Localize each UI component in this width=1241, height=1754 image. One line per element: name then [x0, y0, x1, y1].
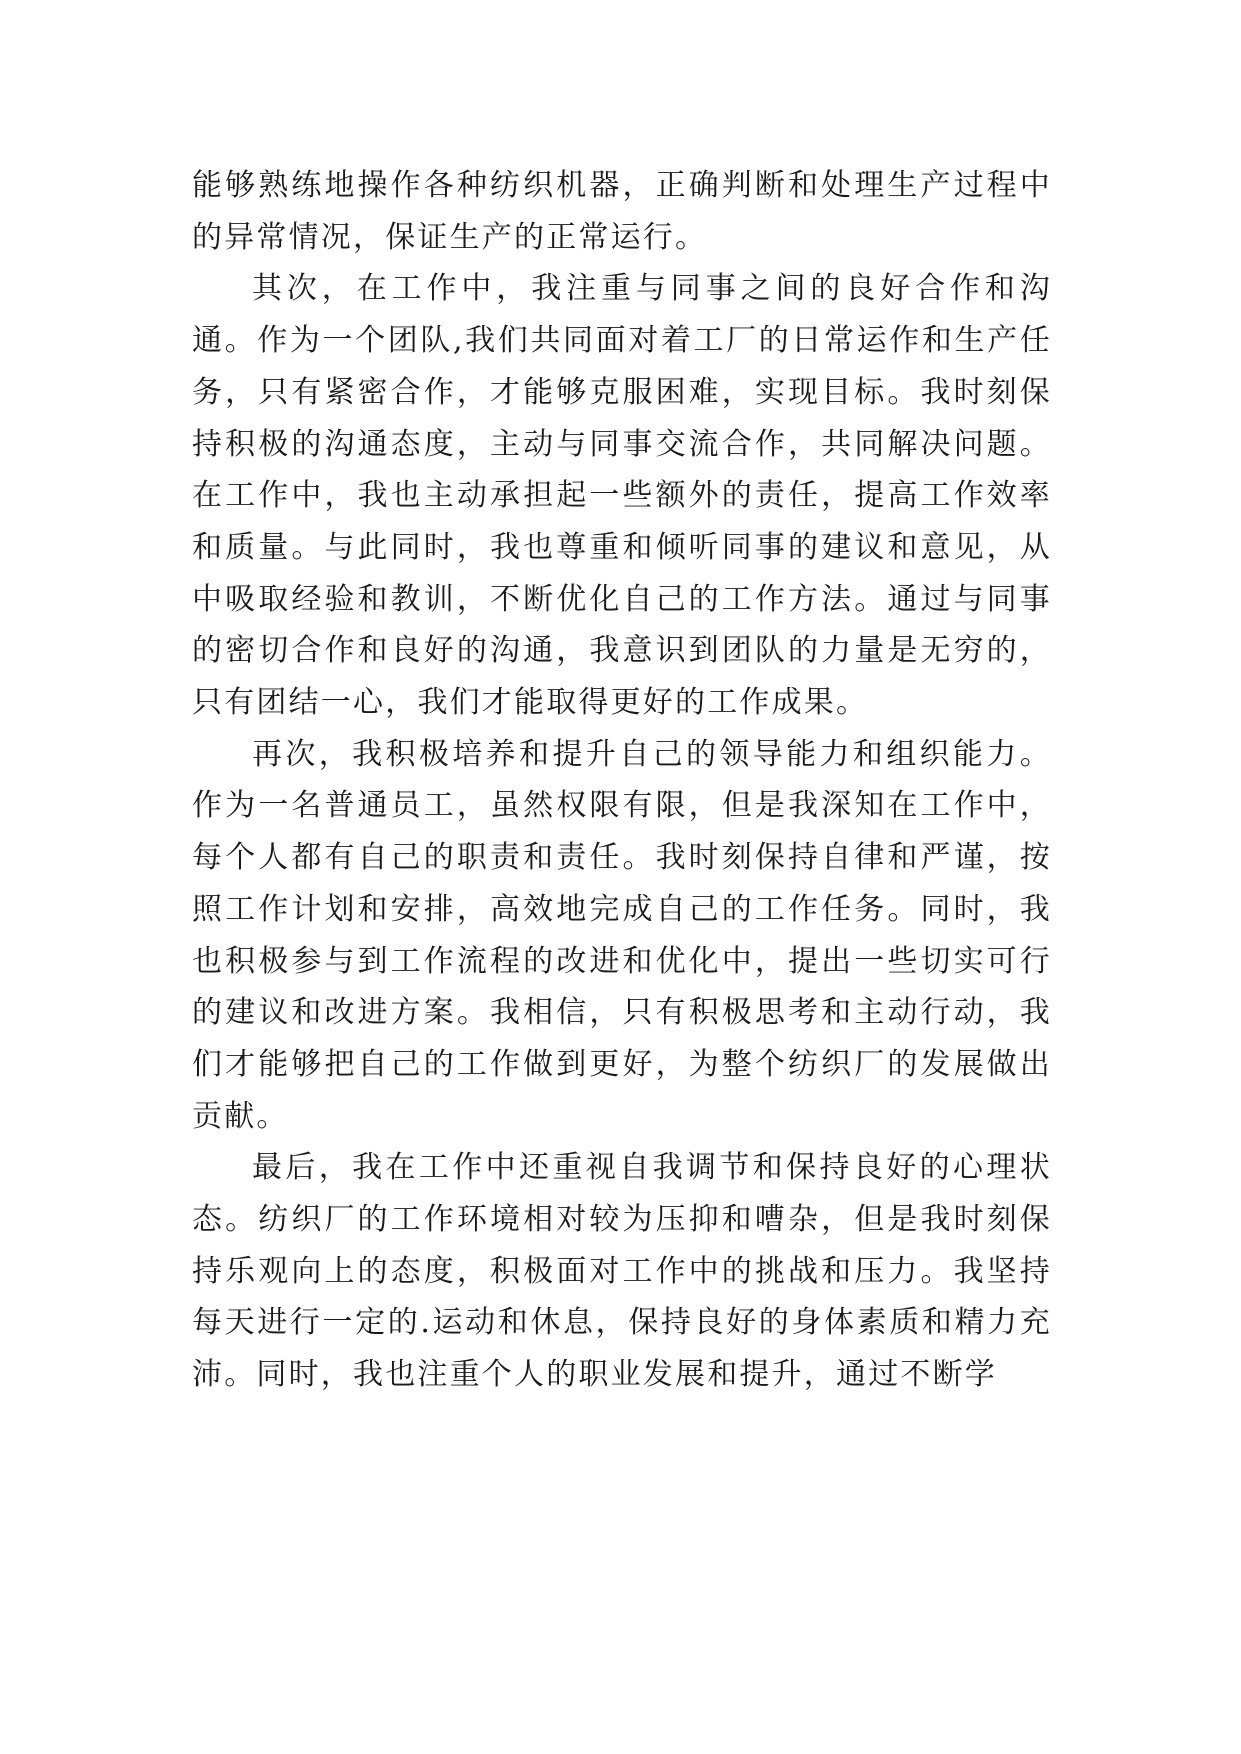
paragraph-1: 能够熟练地操作各种纺织机器，正确判断和处理生产过程中的异常情况，保证生产的正常运行。 [192, 168, 1052, 255]
document-body [192, 160, 1052, 1401]
paragraph-2: 其次，在工作中，我注重与同事之间的良好合作和沟通。作为一个团队,我们共同面对着工厂的日常运作和生产任务，只有紧密合作，才能够克服困难，实现目标。我时刻保持积极的沟通态度，主动与同事交流合作，共同解决问题。在工作中，我也主动承担起一些额外的责任，提高工作效率和质量。与此同时，我也尊重和倾听同事的建议和意见，从中吸取经验和教训，不断优化自己的工作方法。通过与同事的密切合作和良好的沟通，我意识到团队的力量是无穷的，只有团结一心，我们才能取得更好的工作成果。 [192, 271, 1052, 721]
paragraph-4: 最后，我在工作中还重视自我调节和保持良好的心理状态。纺织厂的工作环境相对较为压抑和嘈杂，但是我时刻保持乐观向上的态度，积极面对工作中的挑战和压力。我坚持每天进行一定的.运动和休息，保持良好的身体素质和精力充沛。同时，我也注重个人的职业发展和提升，通过不断学 [192, 1150, 1052, 1393]
paragraph-3: 再次，我积极培养和提升自己的领导能力和组织能力。作为一名普通员工，虽然权限有限，但是我深知在工作中，每个人都有自己的职责和责任。我时刻保持自律和严谨，按照工作计划和安排，高效地完成自己的工作任务。同时，我也积极参与到工作流程的改进和优化中，提出一些切实可行的建议和改进方案。我相信，只有积极思考和主动行动，我们才能够把自己的工作做到更好，为整个纺织厂的发展做出贡献。 [192, 736, 1052, 1134]
